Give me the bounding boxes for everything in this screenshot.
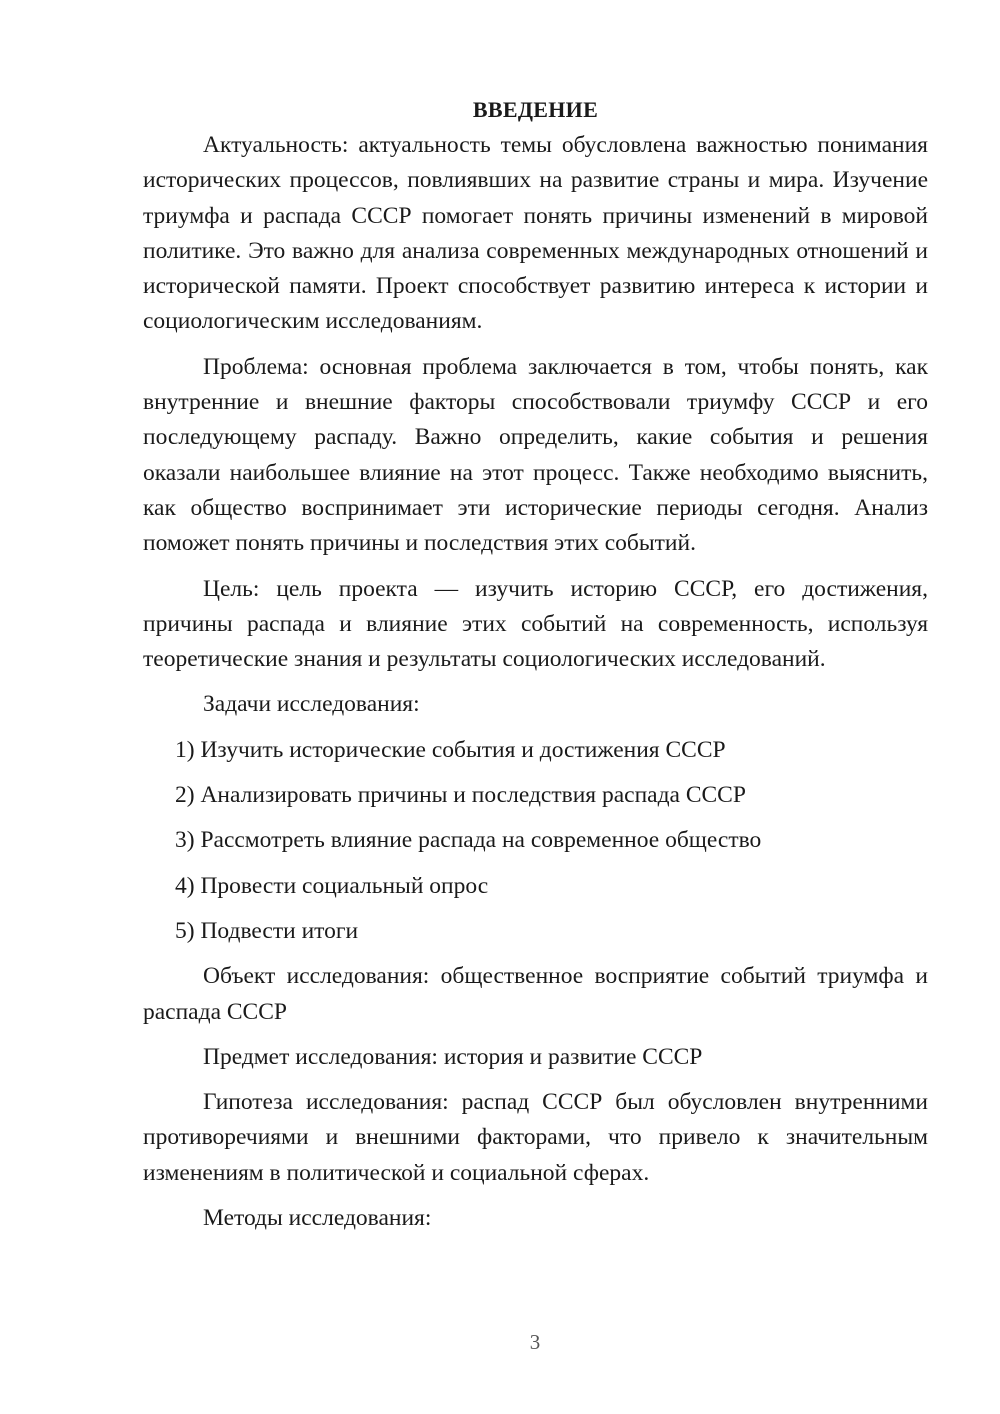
goal-paragraph: Цель: цель проекта — изучить историю СССР, его достижения, причины распада и влияние этих событий на современность, используя теоретические знания и результаты социологических исследований.	[143, 575, 928, 673]
tasks-list	[143, 733, 928, 949]
object-paragraph: Объект исследования: общественное восприятие событий триумфа и распада СССР	[143, 963, 928, 1025]
section-heading: ВВЕДЕНИЕ	[472, 97, 599, 122]
problem-paragraph: Проблема: основная проблема заключается в том, чтобы понять, как внутренние и внешние факторы способствовали триумфу СССР и его последующему распаду. Важно определить, какие события и решения оказали наибольшее влияние на этот процесс. Также необходимо выяснить, как общество воспринимает эти исторические периоды сегодня. Анализ поможет понять причины и последствия этих событий.	[143, 353, 928, 557]
document-page	[143, 92, 928, 1246]
relevance-paragraph: Актуальность: актуальность темы обусловлена важностью понимания исторических процессов, повлиявших на развитие страны и мира. Изучение триумфа и распада СССР помогает понять причины изменений в мировой политике. Это важно для анализа современных международных отношений и исторической памяти. Проект способствует развитию интереса к истории и социологическим исследованиям.	[143, 132, 928, 335]
task-item-3: 3) Рассмотреть влияние распада на современное общество	[175, 827, 762, 854]
tasks-title: Задачи исследования:	[203, 691, 420, 718]
task-item-5: 5) Подвести итоги	[175, 917, 359, 944]
page-number: 3	[529, 1330, 541, 1354]
task-item-1: 1) Изучить исторические события и достижения СССР	[175, 736, 726, 763]
methods-title: Методы исследования:	[203, 1205, 432, 1232]
task-item-2: 2) Анализировать причины и последствия распада СССР	[175, 782, 746, 809]
hypothesis-paragraph: Гипотеза исследования: распад СССР был обусловлен внутренними противоречиями и внешними факторами, что привело к значительным изменениям в политической и социальной сферах.	[143, 1089, 928, 1186]
subject-paragraph: Предмет исследования: история и развитие СССР	[203, 1043, 703, 1070]
task-item-4: 4) Провести социальный опрос	[175, 872, 489, 899]
